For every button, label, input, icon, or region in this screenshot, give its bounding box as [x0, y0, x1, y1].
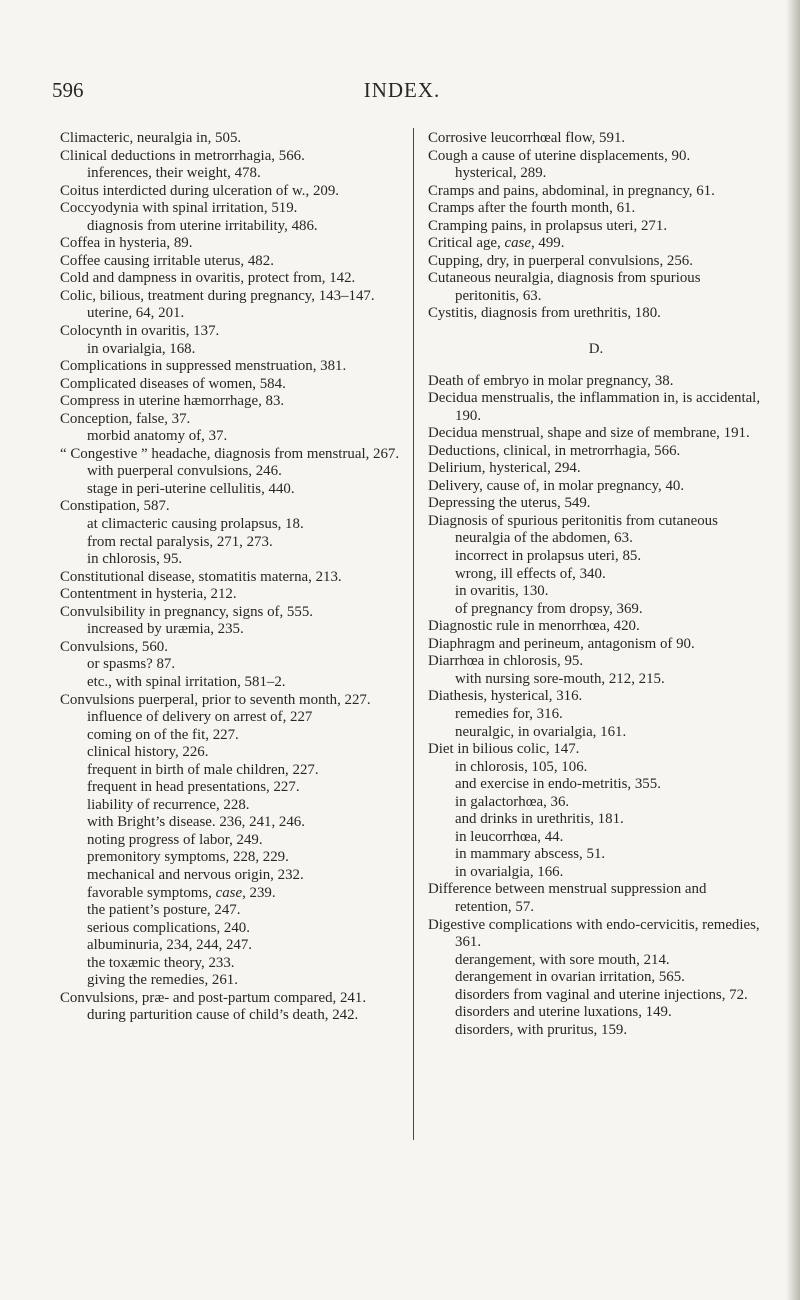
- entry-text: during parturition cause of child’s death, 242.: [87, 1007, 359, 1024]
- entry-text: and exercise in endo-metritis, 355.: [455, 776, 661, 793]
- index-entry: [428, 235, 764, 253]
- index-subentry: [60, 656, 402, 674]
- entry-text: influence of delivery on arrest of, 227: [87, 709, 313, 726]
- index-subentry: [60, 920, 402, 938]
- index-subentry: [60, 814, 402, 832]
- entry-text: in ovarialgia, 168.: [87, 340, 196, 357]
- index-column-left: [60, 130, 402, 1025]
- entry-text: etc., with spinal irritation, 581–2.: [87, 673, 286, 690]
- index-entry: [428, 513, 764, 548]
- index-subentry: [60, 428, 402, 446]
- entry-text: serious complications, 240.: [87, 919, 250, 936]
- entry-text: Diet in bilious colic, 147.: [428, 741, 580, 758]
- index-entry: [60, 569, 402, 587]
- entry-text: morbid anatomy of, 37.: [87, 428, 228, 445]
- index-entry: [428, 270, 764, 305]
- index-subentry: [60, 551, 402, 569]
- entry-text: Diaphragm and perineum, antagonism of 90.: [428, 635, 695, 652]
- entry-text: Complicated diseases of women, 584.: [60, 375, 286, 392]
- index-subentry: [60, 218, 402, 236]
- index-subentry: [428, 776, 764, 794]
- entry-text: Diagnosis of spurious peritonitis from cutaneous neuralgia of the abdomen, 63.: [428, 512, 718, 547]
- entry-text: Decidua menstrual, shape and size of membrane, 191.: [428, 425, 750, 442]
- entry-text: Delirium, hysterical, 294.: [428, 460, 581, 477]
- index-entry: [428, 425, 764, 443]
- entry-text: Depressing the uterus, 549.: [428, 495, 591, 512]
- entry-text: clinical history, 226.: [87, 744, 209, 761]
- index-entry: [60, 130, 402, 148]
- entry-text: coming on of the fit, 227.: [87, 726, 239, 743]
- entry-text: Coccyodynia with spinal irritation, 519.: [60, 200, 298, 217]
- entry-text: derangement, with sore mouth, 214.: [455, 951, 670, 968]
- entry-text: Decidua menstrualis, the inflammation in, is accidental, 190.: [428, 390, 761, 424]
- index-subentry: [428, 864, 764, 882]
- entry-text: Convulsibility in pregnancy, signs of, 555.: [60, 603, 313, 620]
- entry-text: Compress in uterine hæmorrhage, 83.: [60, 393, 285, 410]
- entry-text: Diathesis, hysterical, 316.: [428, 688, 583, 705]
- entry-text: Cramps after the fourth month, 61.: [428, 200, 636, 217]
- entry-text: liability of recurrence, 228.: [87, 796, 250, 813]
- index-subentry: [428, 724, 764, 742]
- entry-text: remedies for, 316.: [455, 705, 563, 722]
- index-subentry: [428, 165, 764, 183]
- entry-text: Coffea in hysteria, 89.: [60, 235, 193, 252]
- index-entry: [428, 495, 764, 513]
- index-subentry: [60, 341, 402, 359]
- index-subentry: [428, 987, 764, 1005]
- entry-text: inferences, their weight, 478.: [87, 165, 261, 182]
- index-entry: [60, 639, 402, 657]
- index-entry: [60, 586, 402, 604]
- index-entry: [60, 692, 402, 710]
- index-entry: [428, 443, 764, 461]
- entry-text: Death of embryo in molar pregnancy, 38.: [428, 372, 674, 389]
- index-entry: [60, 183, 402, 201]
- entry-text: Coffee causing irritable uterus, 482.: [60, 252, 274, 269]
- index-entry: [60, 235, 402, 253]
- index-subentry: [60, 762, 402, 780]
- entry-text: in mammary abscess, 51.: [455, 846, 606, 863]
- entry-text: Clinical deductions in metrorrhagia, 566.: [60, 147, 305, 164]
- entry-text: Diarrhœa in chlorosis, 95.: [428, 653, 584, 670]
- entry-text: stage in peri-uterine cellulitis, 440.: [87, 480, 295, 497]
- entry-text: “ Congestive ” headache, diagnosis from menstrual, 267.: [60, 445, 400, 462]
- entry-text: increased by uræmia, 235.: [87, 621, 244, 638]
- index-column-right: [428, 130, 764, 1039]
- index-subentry: [428, 601, 764, 619]
- index-entry: [60, 604, 402, 622]
- entry-text: with Bright’s disease. 236, 241, 246.: [87, 814, 305, 831]
- index-entry: [428, 618, 764, 636]
- index-subentry: [60, 972, 402, 990]
- index-entry: [428, 200, 764, 218]
- entry-text: frequent in birth of male children, 227.: [87, 761, 319, 778]
- entry-text: in ovaritis, 130.: [455, 583, 549, 600]
- index-subentry: [60, 674, 402, 692]
- index-subentry: [428, 846, 764, 864]
- index-subentry: [60, 534, 402, 552]
- index-subentry: [428, 829, 764, 847]
- index-subentry: [428, 566, 764, 584]
- index-entry: [428, 478, 764, 496]
- entry-text: wrong, ill effects of, 340.: [455, 565, 606, 582]
- entry-text: giving the remedies, 261.: [87, 972, 238, 989]
- entry-text: and drinks in urethritis, 181.: [455, 811, 624, 828]
- entry-text: the patient’s posture, 247.: [87, 902, 241, 919]
- index-entry: [428, 148, 764, 166]
- entry-text: albuminuria, 234, 244, 247.: [87, 937, 253, 954]
- page-edge-shadow: [786, 0, 800, 1300]
- entry-text: hysterical, 289.: [455, 165, 547, 182]
- index-subentry: [428, 1022, 764, 1040]
- running-head: INDEX.: [363, 78, 441, 102]
- entry-text: derangement in ovarian irritation, 565.: [455, 969, 685, 986]
- entry-text: Cramps and pains, abdominal, in pregnancy, 61.: [428, 182, 715, 199]
- entry-text: Convulsions puerperal, prior to seventh month, 227.: [60, 691, 371, 708]
- entry-text-after: , 239.: [242, 884, 276, 901]
- entry-text: disorders and uterine luxations, 149.: [455, 1004, 672, 1021]
- index-entry: [60, 270, 402, 288]
- entry-text: premonitory symptoms, 228, 229.: [87, 849, 289, 866]
- index-entry: [428, 218, 764, 236]
- entry-text: or spasms? 87.: [87, 656, 176, 673]
- entry-text: Constipation, 587.: [60, 498, 170, 515]
- index-subentry: [60, 481, 402, 499]
- entry-text: Convulsions, 560.: [60, 638, 168, 655]
- index-entry: [60, 990, 402, 1008]
- index-entry: [428, 636, 764, 654]
- index-entry: [428, 130, 764, 148]
- index-entry: [60, 288, 402, 306]
- section-letter: [428, 341, 764, 359]
- entry-text: disorders from vaginal and uterine injections, 72.: [455, 986, 748, 1003]
- entry-text: Digestive complications with endo-cervicitis, remedies, 361.: [428, 916, 760, 951]
- index-entry: [428, 688, 764, 706]
- index-entry: [60, 498, 402, 516]
- index-subentry: [428, 706, 764, 724]
- entry-text: neuralgic, in ovarialgia, 161.: [455, 723, 627, 740]
- entry-text: frequent in head presentations, 227.: [87, 779, 300, 796]
- index-entry: [60, 358, 402, 376]
- entry-text: Cramping pains, in prolapsus uteri, 271.: [428, 217, 668, 234]
- index-entry: [428, 305, 764, 323]
- entry-text: Diagnostic rule in menorrhœa, 420.: [428, 618, 640, 635]
- entry-text: Corrosive leucorrhœal flow, 591.: [428, 130, 626, 146]
- entry-text: at climacteric causing prolapsus, 18.: [87, 516, 304, 533]
- entry-text: Cystitis, diagnosis from urethritis, 180.: [428, 305, 661, 322]
- index-subentry: [60, 937, 402, 955]
- entry-text: Cough a cause of uterine displacements, 90.: [428, 147, 691, 164]
- entry-text: with nursing sore-mouth, 212, 215.: [455, 670, 665, 687]
- entry-text: Convulsions, præ- and post-partum compared, 241.: [60, 989, 367, 1006]
- index-subentry: [428, 548, 764, 566]
- entry-text: Constitutional disease, stomatitis materna, 213.: [60, 568, 342, 585]
- index-subentry: [60, 797, 402, 815]
- index-subentry: [428, 583, 764, 601]
- index-subentry: [60, 621, 402, 639]
- index-entry: [428, 741, 764, 759]
- index-entry: [60, 200, 402, 218]
- index-subentry: [60, 849, 402, 867]
- index-entry: [428, 881, 764, 916]
- index-subentry: [60, 1007, 402, 1025]
- entry-text: Climacteric, neuralgia in, 505.: [60, 130, 242, 146]
- entry-text: disorders, with pruritus, 159.: [455, 1021, 628, 1038]
- entry-text: with puerperal convulsions, 246.: [87, 463, 282, 480]
- index-entry: [60, 376, 402, 394]
- entry-text-after: , 499.: [530, 235, 565, 252]
- index-subentry: [60, 744, 402, 762]
- index-subentry: [428, 671, 764, 689]
- entry-italic: case: [504, 235, 531, 252]
- index-entry: [428, 460, 764, 478]
- index-entry: [60, 148, 402, 166]
- index-subentry: [60, 165, 402, 183]
- entry-text: in galactorhœa, 36.: [455, 793, 570, 810]
- index-subentry: [60, 727, 402, 745]
- index-subentry: [60, 867, 402, 885]
- index-entry: [60, 253, 402, 271]
- index-subentry: [60, 709, 402, 727]
- index-subentry: [428, 759, 764, 777]
- column-divider: [413, 128, 414, 1140]
- index-entry: [428, 373, 764, 391]
- index-entry: [428, 253, 764, 271]
- index-subentry: [60, 463, 402, 481]
- entry-text: Conception, false, 37.: [60, 410, 191, 427]
- entry-text: in leucorrhœa, 44.: [455, 828, 564, 845]
- entry-text: Critical age,: [428, 235, 505, 252]
- entry-text: from rectal paralysis, 271, 273.: [87, 533, 273, 550]
- entry-text: Contentment in hysteria, 212.: [60, 586, 237, 603]
- entry-text: Deductions, clinical, in metrorrhagia, 566.: [428, 442, 681, 459]
- index-subentry: [60, 955, 402, 973]
- index-subentry: [60, 902, 402, 920]
- entry-text: Cupping, dry, in puerperal convulsions, 256.: [428, 252, 693, 269]
- index-entry: [428, 390, 764, 425]
- index-entry: [428, 917, 764, 952]
- entry-text: Coitus interdicted during ulceration of w., 209.: [60, 182, 340, 199]
- entry-text: Cold and dampness in ovaritis, protect from, 142.: [60, 270, 356, 287]
- index-entry: [428, 653, 764, 671]
- page-number: 596: [52, 78, 84, 102]
- index-subentry: [428, 794, 764, 812]
- index-subentry: [428, 811, 764, 829]
- entry-text: incorrect in prolapsus uteri, 85.: [455, 548, 642, 565]
- index-subentry: [428, 1004, 764, 1022]
- entry-text: noting progress of labor, 249.: [87, 831, 263, 848]
- index-entry: [60, 411, 402, 429]
- index-entry: [60, 393, 402, 411]
- entry-text: Cutaneous neuralgia, diagnosis from spurious peritonitis, 63.: [428, 270, 701, 304]
- entry-text: Colocynth in ovaritis, 137.: [60, 323, 220, 340]
- index-entry: [428, 183, 764, 201]
- page-header: [52, 78, 752, 108]
- entry-text: Difference between menstrual suppression and retention, 57.: [428, 881, 707, 915]
- entry-text: uterine, 64, 201.: [87, 305, 185, 322]
- entry-text: diagnosis from uterine irritability, 486.: [87, 217, 318, 234]
- index-subentry: [60, 832, 402, 850]
- index-subentry: [428, 969, 764, 987]
- index-subentry: [60, 305, 402, 323]
- index-subentry: [60, 885, 402, 903]
- entry-text: Complications in suppressed menstruation, 381.: [60, 358, 347, 375]
- entry-text: D.: [588, 341, 604, 358]
- entry-text: in chlorosis, 105, 106.: [455, 758, 588, 775]
- entry-italic: case: [215, 884, 243, 901]
- entry-text: in ovarialgia, 166.: [455, 863, 564, 880]
- index-subentry: [60, 779, 402, 797]
- entry-text: Delivery, cause of, in molar pregnancy, 40.: [428, 477, 685, 494]
- index-entry: [60, 323, 402, 341]
- entry-text: mechanical and nervous origin, 232.: [87, 866, 304, 883]
- index-subentry: [60, 516, 402, 534]
- index-entry: [60, 446, 402, 464]
- entry-text: of pregnancy from dropsy, 369.: [455, 600, 643, 617]
- entry-text: the toxæmic theory, 233.: [87, 954, 235, 971]
- entry-text: favorable symptoms,: [87, 884, 216, 901]
- index-subentry: [428, 952, 764, 970]
- entry-text: in chlorosis, 95.: [87, 551, 183, 568]
- entry-text: Colic, bilious, treatment during pregnancy, 143–147.: [60, 287, 375, 304]
